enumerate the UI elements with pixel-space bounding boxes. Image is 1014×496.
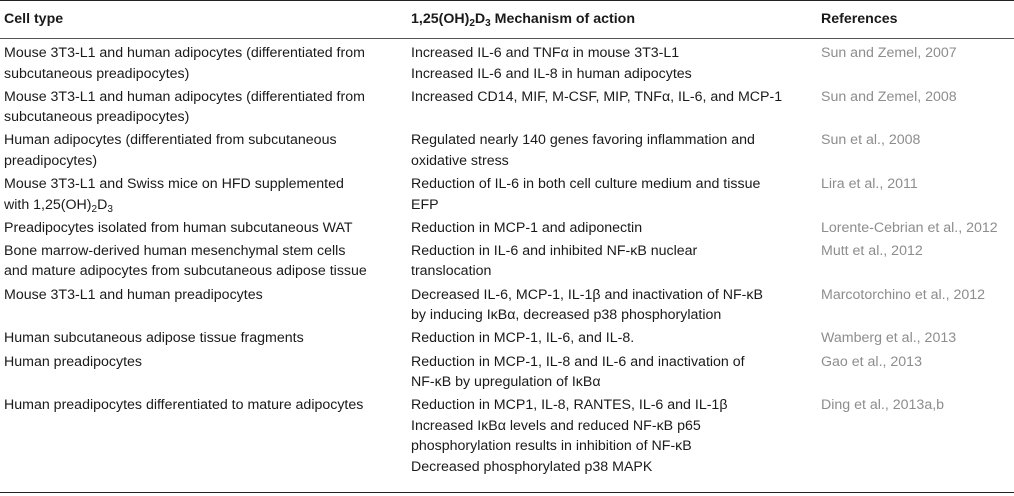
cell-type-line: Mouse 3T3-L1 and Swiss mice on HFD supplemented [4, 176, 344, 193]
header-row [0, 1, 1014, 38]
cell-type-line: Human preadipocytes differentiated to mature adipocytes [4, 397, 364, 414]
reference-cell [821, 352, 1014, 395]
reference-text: Wamberg et al., 2013 [821, 330, 957, 347]
cell-type-cell [0, 328, 411, 350]
table-row [0, 129, 1014, 173]
reference-text: Lira et al., 2011 [821, 176, 918, 193]
cell-type-line: and mature adipocytes from subcutaneous adipose tissue [4, 263, 367, 280]
table-row [0, 327, 1014, 350]
cell-type-line: Mouse 3T3-L1 and human adipocytes (differentiated from [4, 88, 365, 105]
cell-type-line: subcutaneous preadipocytes) [4, 109, 190, 126]
mechanism-line: Increased CD14, MIF, M-CSF, MIP, TNFα, IL-6, and MCP-1 [411, 88, 783, 105]
table-row [0, 42, 1014, 86]
cell-type-cell [0, 395, 411, 479]
cell-type-line: Human adipocytes (differentiated from subcutaneous [4, 132, 337, 149]
cell-type-line: Bone marrow-derived human mesenchymal stem cells [4, 242, 346, 259]
cell-type-line: Mouse 3T3-L1 and human adipocytes (differentiated from [4, 45, 365, 61]
mechanism-cell [411, 352, 821, 395]
mechanism-line: translocation [411, 263, 492, 280]
mechanism-line: NF-κB by upregulation of IκBα [411, 374, 601, 390]
reference-cell [821, 174, 1014, 217]
table-body [0, 42, 1014, 479]
mechanism-line: Increased IL-6 and TNFα in mouse 3T3-L1 [411, 45, 680, 61]
reference-text: Sun et al., 2008 [821, 132, 921, 149]
reference-text: Lorente-Cebrian et al., 2012 [821, 219, 998, 236]
mechanism-line: oxidative stress [411, 152, 509, 169]
mechanism-line: EFP [411, 196, 439, 213]
mechanism-line: Reduction of IL-6 in both cell culture medium and tissue [411, 176, 761, 193]
cell-type-cell [0, 218, 411, 240]
cell-type-line: preadipocytes) [4, 152, 98, 169]
table-row [0, 217, 1014, 240]
mechanism-cell [411, 395, 821, 479]
header-references: References [821, 11, 898, 28]
mechanism-cell [411, 87, 821, 130]
reference-cell [821, 241, 1014, 284]
table-row [0, 86, 1014, 130]
mechanism-line: Increased IκBα levels and reduced NF-κB p65 [411, 417, 701, 434]
mechanism-line: Reduction in MCP-1, IL-8 and IL-6 and inactivation of [411, 353, 745, 370]
table-row [0, 240, 1014, 284]
header-mechanism: $1,25(OH)_2D_3$ Mechanism of action [411, 11, 635, 30]
reference-cell [821, 328, 1014, 350]
mechanism-line: by inducing IκBα, decreased p38 phosphorylation [411, 307, 722, 324]
reference-cell [821, 43, 1014, 86]
mechanism-line: phosphorylation results in inhibition of NF-κB [411, 438, 692, 455]
reference-text: Gao et al., 2013 [821, 353, 922, 370]
mechanism-cell [411, 130, 821, 173]
mechanism-cell [411, 43, 821, 86]
mechanism-line: Reduction in MCP1, IL-8, RANTES, IL-6 and IL-1β [411, 397, 728, 414]
reference-text: Marcotorchino et al., 2012 [821, 286, 986, 303]
mechanism-line: Decreased IL-6, MCP-1, IL-1β and inactivation of NF-κB [411, 286, 763, 303]
mechanism-line: Reduction in MCP-1 and adiponectin [411, 219, 643, 236]
mechanism-line: Increased IL-6 and IL-8 in human adipocytes [411, 65, 692, 82]
cell-type-cell [0, 87, 411, 130]
cell-type-line: Preadipocytes isolated from human subcutaneous WAT [4, 219, 353, 236]
cell-type-cell [0, 285, 411, 328]
reference-text: Sun and Zemel, 2008 [821, 88, 957, 105]
reference-cell [821, 395, 1014, 479]
mechanism-line: Regulated nearly 140 genes favoring inflammation and [411, 132, 755, 149]
cell-type-cell [0, 174, 411, 217]
reference-text: Ding et al., 2013a,b [821, 397, 945, 414]
cell-type-cell [0, 43, 411, 86]
table-row [0, 394, 1014, 479]
cell-type-line: Mouse 3T3-L1 and human preadipocytes [4, 286, 263, 303]
mechanism-cell [411, 218, 821, 240]
mechanism-line: Decreased phosphorylated p38 MAPK [411, 458, 653, 475]
cell-type-line: with $1,25(OH)_2D_3$ [4, 196, 113, 215]
cell-type-line: Human subcutaneous adipose tissue fragments [4, 330, 304, 347]
cell-type-line: subcutaneous preadipocytes) [4, 65, 190, 82]
reference-cell [821, 218, 1014, 240]
header-cell-type: Cell type [4, 11, 64, 28]
reference-cell [821, 285, 1014, 328]
cell-type-cell [0, 352, 411, 395]
cell-type-line: Human preadipocytes [4, 353, 143, 370]
mechanism-line: Reduction in MCP-1, IL-6, and IL-8. [411, 330, 635, 347]
mechanism-cell [411, 241, 821, 284]
mechanism-cell [411, 328, 821, 350]
cell-type-cell [0, 130, 411, 173]
header-rule [0, 38, 1014, 39]
table-row [0, 351, 1014, 395]
reference-cell [821, 87, 1014, 130]
table-row [0, 173, 1014, 217]
reference-text: Sun and Zemel, 2007 [821, 45, 957, 61]
mechanism-cell [411, 285, 821, 328]
cell-type-cell [0, 241, 411, 284]
mechanism-cell [411, 174, 821, 217]
bottom-rule [0, 492, 1014, 493]
reference-text: Mutt et al., 2012 [821, 242, 923, 259]
mechanism-line: Reduction in IL-6 and inhibited NF-κB nuclear [411, 242, 698, 259]
table-row [0, 284, 1014, 328]
reference-cell [821, 130, 1014, 173]
